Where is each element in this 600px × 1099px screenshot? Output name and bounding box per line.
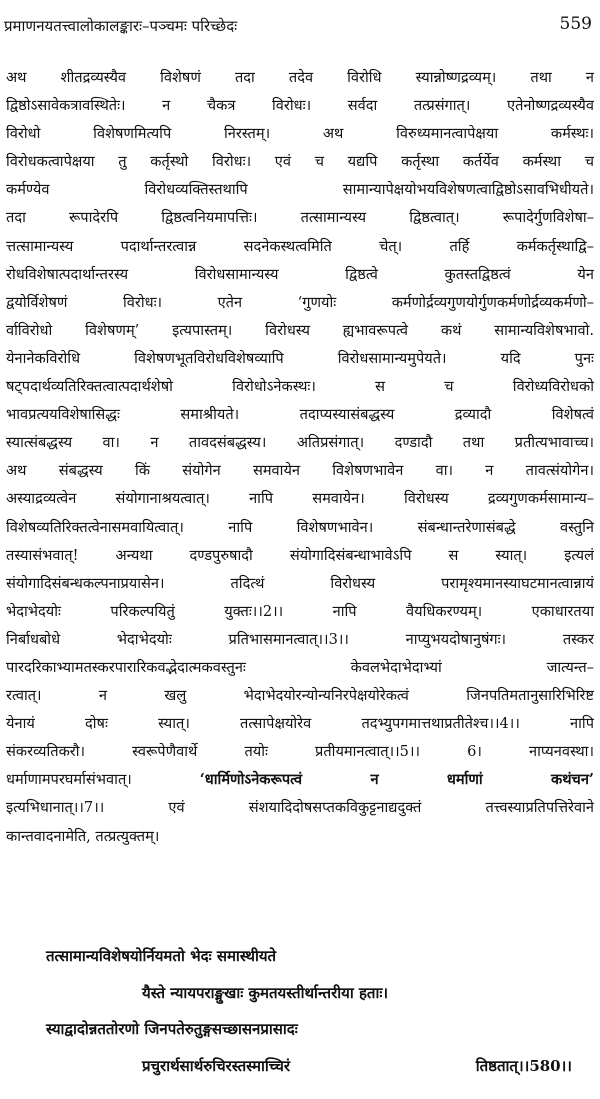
text-line: विशेषव्यतिरिक्तत्वेनासमवायित्वात्। नापि विशेषणभावेन। संबन्धान्तरेणासंबद्धे वस्तुनि — [6, 518, 594, 536]
text-line: अस्याद्रव्यत्वेन संयोगानाश्रयत्वात्। नापि समवायेन। विरोधस्य द्रव्यगुणकर्मसामान्य– — [6, 490, 594, 508]
text-line: विरोधो विशेषणमित्यपि निरस्तम्। अथ विरुध्यमानत्वापेक्षया कर्मस्थः। — [6, 125, 594, 143]
text-line: तदा रूपादेरपि द्विष्ठत्वनियमापत्तिः। तत्सामान्यस्य द्विष्ठत्वात्। रूपादेर्गुणविशेषा– — [6, 209, 594, 227]
text-line: र्वाविरोधो विशेषणम्’ इत्यपास्तम्। विरोधस्य ह्यभावरूपत्वे कथं सामान्यविशेषभावो. — [6, 321, 594, 339]
text-segment: धर्माणामपरघर्मासंभवात्। — [6, 771, 132, 789]
text-line: अथ संबद्धस्य किं संयोगेन समवायेन विशेषणभावेन वा। न तावत्संयोगेन। — [6, 462, 594, 480]
text-line-with-quote — [6, 766, 594, 794]
text-line: येनानेकविरोधि विशेषणभूतविरोधविशेषव्यापि विरोधसामान्यमुपेयते। यदि पुनः — [6, 349, 594, 367]
text-line: निर्बाधबोधे भेदाभेदयोः प्रतिभासमानत्वात्।।3।। नाप्युभयदोषानुषंगः। तस्कर — [6, 630, 594, 648]
text-line: कान्तवादनामेति, तत्प्रत्युक्तम्। — [6, 827, 160, 845]
verse-text: प्रचुरार्थसार्थरुचिरस्तस्माच्चिरं — [142, 1057, 291, 1075]
running-title: प्रमाणनयतत्त्वालोकालङ्कारः–पञ्चमः परिच्छेदः — [4, 17, 238, 35]
verse-line: स्याद्वादोन्नततोरणो जिनपतेरुतुङ्गसच्छासनप्रासादः — [46, 1020, 298, 1038]
text-line: अथ शीतद्रव्यस्यैव विशेषणं तदा तदेव विरोधि स्यान्नोष्णद्रव्यम्। तथा न — [6, 69, 594, 86]
text-line: कर्मण्येव विरोधव्यक्तिस्तथापि सामान्यापेक्षयोभयविशेषणत्वाद्विष्ठोऽसावभिधीयते। — [6, 181, 594, 199]
verse-line: यैस्ते न्यायपराङ्मुखाः कुमतयस्तीर्थान्तरीया हताः। — [142, 984, 389, 1002]
text-line: भावप्रत्ययविशेषासिद्धः समाश्रीयते। तदाप्यस्यासंबद्धस्य द्रव्यादौ विशेषत्वं — [6, 406, 594, 424]
text-line: विरोधकत्वापेक्षया तु कर्तृस्थो विरोधः। एवं च यद्यपि कर्तृस्था कर्तर्येव कर्मस्था च — [6, 153, 594, 171]
text-line: स्यात्संबद्धस्य वा। न तावदसंबद्धस्य। अतिप्रसंगात्। दण्डादौ तथा प्रतीत्यभावाच्च। — [6, 434, 594, 452]
text-line: येनायं दोषः स्यात्। तत्सापेक्षयोरेव तदभ्युपगमात्तथाप्रतीतेश्च।।4।। नापि — [6, 715, 594, 733]
page-number: 559 — [559, 14, 592, 34]
text-line: भेदाभेदयोः परिकल्पयितुं युक्तः।।2।। नापि वैयधिकरण्यम्। एकाधारतया — [6, 602, 594, 620]
verse-line: तत्सामान्यविशेषयोर्नियमतो भेदः समास्थीयते — [46, 947, 277, 965]
text-line: त्तत्सामान्यस्य पदार्थान्तरत्वान्न सदनेकस्थत्वमिति चेत्। तर्हि कर्मकर्तृस्थाद्वि– — [6, 237, 594, 255]
verse-line — [142, 1056, 572, 1076]
text-line: द्विष्ठोऽसावेकत्रावस्थितेः। न चैकत्र विरोधः। सर्वदा तत्प्रसंगात्। एतेनोष्णद्रव्यस्यैव — [6, 97, 594, 115]
text-line: षट्पदार्थव्यतिरिक्तत्वात्पदार्थशेषो विरोधोऽनेकस्थः। स च विरोध्यविरोधको — [6, 378, 594, 396]
text-line: संयोगादिसंबन्धकल्पनाप्रयासेन। तदित्थं विरोधस्य परामृश्यमानस्याघटमानत्वान्नायं — [6, 574, 594, 592]
text-line: संकरव्यतिकरौ। स्वरूपेणैवार्थे तयोः प्रतीयमानत्वात्।।5।। 6। नाप्यनवस्था। — [6, 743, 594, 761]
text-line: द्वयोर्विशेषणं विरोधः। एतेन ‘गुणयोः कर्मणोर्द्रव्यगुणयोर्गुणकर्मणोर्द्रव्यकर्मणो– — [6, 293, 594, 311]
text-line: रोधविशेषात्पदार्थान्तरस्य विरोधसामान्यस्य द्विष्ठत्वे कुतस्तद्विष्ठत्वं येन — [6, 265, 594, 283]
verse-number: तिष्ठतात्।।580।। — [475, 1057, 572, 1075]
quoted-verse: ‘धार्मिणोऽनेकरूपत्वं न धर्माणां कथंचन’ — [199, 771, 594, 789]
text-line: पारदरिकाभ्यामतस्करपारारिकवद्भेदात्मकवस्तुनः केवलभेदाभेदाभ्यां जात्यन्त– — [6, 658, 594, 676]
text-line: इत्यभिधानात्।।7।। एवं संशयादिदोषसप्तकविकुट्टनाद्यदुक्तं तत्त्वस्याप्रतिपत्तिरेवाने — [6, 799, 594, 817]
commentary-text — [6, 64, 594, 851]
page-header — [0, 0, 600, 42]
text-line: तस्यासंभवात्! अन्यथा दण्डपुरुषादौ संयोगादिसंबन्धाभावेऽपि स स्यात्। इत्यलं — [6, 546, 594, 564]
text-line: रत्वात्। न खलु भेदाभेदयोरन्योन्यनिरपेक्षयोरेकत्वं जिनपतिमतानुसारिभिरिष्ट — [6, 687, 594, 705]
